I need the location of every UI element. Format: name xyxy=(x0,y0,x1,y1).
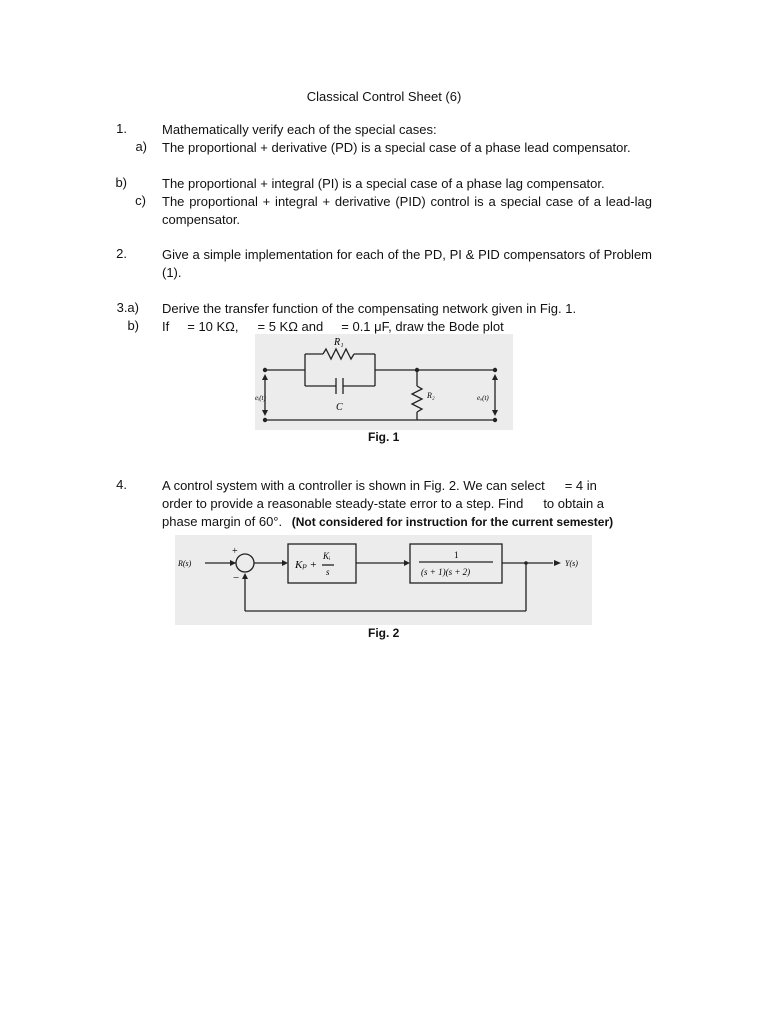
figure-2-block-diagram xyxy=(175,535,592,625)
q3a-label: 3.a) xyxy=(116,300,139,315)
q3b-if: If xyxy=(162,319,170,334)
summing-junction xyxy=(236,554,254,572)
q3b-r2-value: = 5 KΩ and xyxy=(257,319,324,334)
q1b-text: The proportional + integral (PI) is a special case of a phase lag compensator. xyxy=(162,176,605,191)
plus-sign: + xyxy=(232,546,238,557)
input-voltage-label: eᵢ(t) xyxy=(255,394,266,402)
input-label: R(s) xyxy=(178,559,192,568)
sheet-title: Classical Control Sheet (6) xyxy=(306,89,462,104)
circuit-diagram xyxy=(255,334,513,430)
output-label: Y(s) xyxy=(565,559,578,568)
q4-line3-text: phase margin of 60°. xyxy=(162,514,283,529)
q1a-text: The proportional + derivative (PD) is a special case of a phase lead compensator. xyxy=(162,140,631,155)
output-voltage-label: eₒ(t) xyxy=(477,394,489,402)
minus-sign: − xyxy=(233,572,240,584)
r1-label: R₁ xyxy=(334,337,344,348)
q4-line3 xyxy=(162,513,652,531)
q4-line1-start: A control system with a controller is shown in Fig. 2. We can select xyxy=(162,478,545,493)
q1-text: Mathematically verify each of the special cases: xyxy=(162,122,437,137)
q1-number: 1. xyxy=(116,121,127,136)
q1c-text: The proportional + integral + derivative (PID) control is a special case of a lead-lag compensator. xyxy=(162,194,652,227)
c-label: C xyxy=(336,402,343,413)
plant-denominator: (s + 1)(s + 2) xyxy=(421,567,471,577)
q1b-label: b) xyxy=(115,175,127,190)
figure-1-circuit xyxy=(255,334,513,430)
q4-line1-end: = 4 in xyxy=(564,478,597,493)
plant-numerator: 1 xyxy=(454,550,459,560)
q4-note: (Not considered for instruction for the current semester) xyxy=(291,515,614,529)
r2-label: R₂ xyxy=(427,391,435,400)
q3b-label: b) xyxy=(127,318,139,333)
q3b-r1-value: = 10 KΩ, xyxy=(187,319,239,334)
figure-1-caption: Fig. 1 xyxy=(368,430,400,444)
q4-line1 xyxy=(162,477,652,495)
q4-line2 xyxy=(162,495,652,513)
q2-text: Give a simple implementation for each of the PD, PI & PID compensators of Problem (1). xyxy=(162,247,652,280)
q4-number: 4. xyxy=(116,477,127,492)
block-diagram xyxy=(175,535,592,625)
r2-resistor xyxy=(412,386,422,412)
q1a-label: a) xyxy=(135,139,147,154)
q4-line2-end: to obtain a xyxy=(543,496,605,511)
controller-kp-term: Kₚ + xyxy=(295,559,317,571)
q3a-text: Derive the transfer function of the compensating network given in Fig. 1. xyxy=(162,301,577,316)
q1c-label: c) xyxy=(135,193,146,208)
q3b-c-value: = 0.1 μF, draw the Bode plot xyxy=(341,319,504,334)
controller-s-denominator: s xyxy=(326,567,330,577)
figure-2-caption: Fig. 2 xyxy=(368,626,400,640)
r1-resistor xyxy=(323,349,354,359)
q2-number: 2. xyxy=(116,246,127,261)
controller-ki-numerator: Kᵢ xyxy=(323,551,331,561)
q4-line2-start: order to provide a reasonable steady-state error to a step. Find xyxy=(162,496,524,511)
